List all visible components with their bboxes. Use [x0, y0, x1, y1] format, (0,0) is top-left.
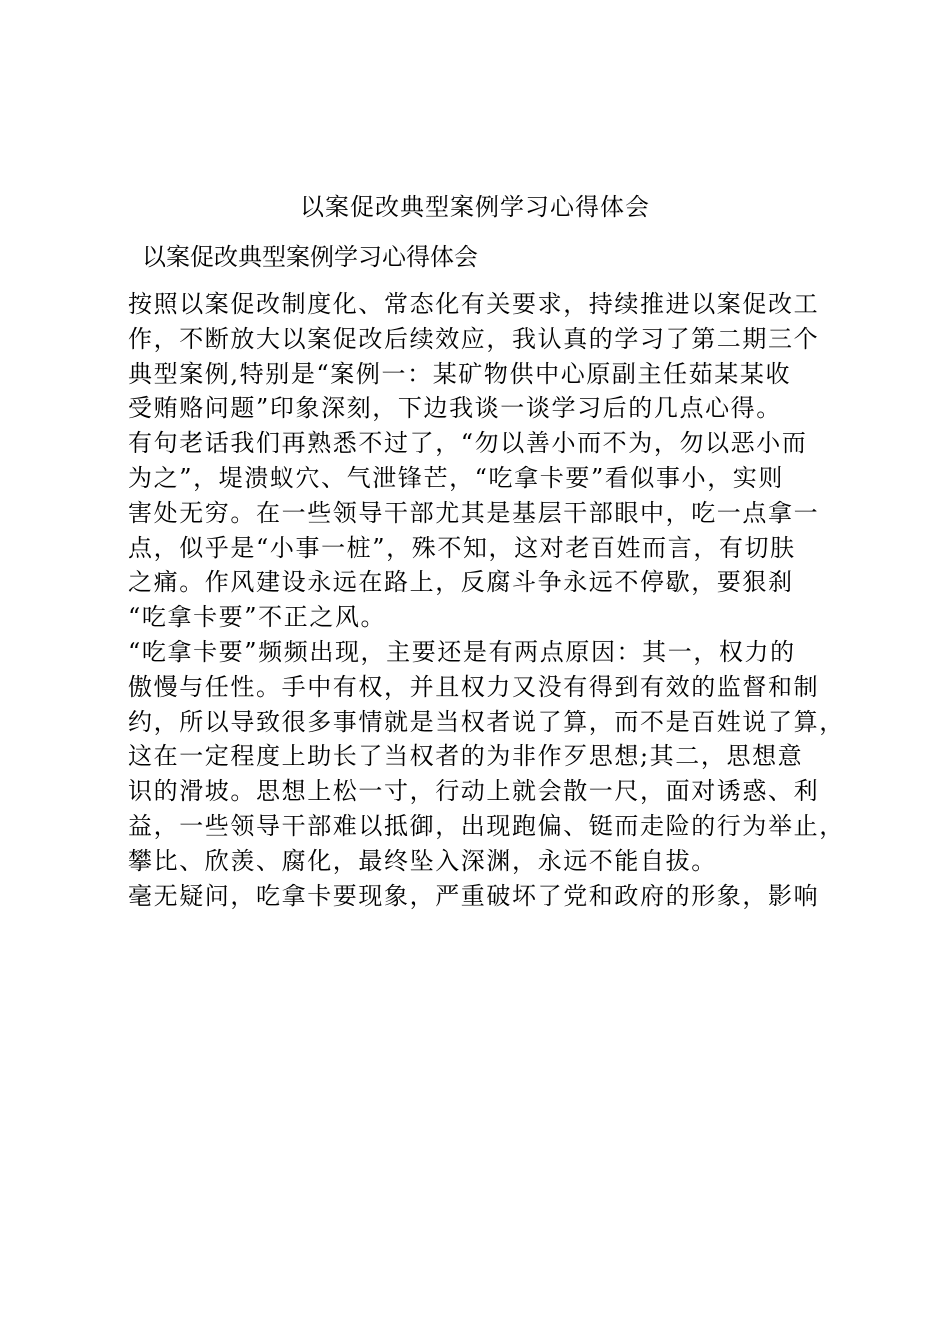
- text-line: 点，似乎是“小事一桩”，殊不知，这对老百姓而言，有切肤: [128, 533, 796, 562]
- text-line: 傲慢与任性。手中有权，并且权力又没有得到有效的监督和制: [128, 672, 820, 701]
- text-line: 典型案例,特别是“案例一：某矿物供中心原副主任茹某某收: [128, 359, 792, 388]
- text-line: 识的滑坡。思想上松一寸，行动上就会散一尺，面对诱惑、利: [128, 777, 820, 806]
- text-line: 益，一些领导干部难以抵御，出现跑偏、铤而走险的行为举止，: [128, 811, 845, 840]
- text-line: 按照以案促改制度化、常态化有关要求，持续推进以案促改工: [128, 290, 820, 318]
- text-line: “吃拿卡要”不正之风。: [128, 603, 387, 632]
- document-subtitle: 以案促改典型案例学习心得体会: [142, 243, 478, 271]
- text-line: 作，不断放大以案促改后续效应，我认真的学习了第二期三个: [128, 324, 820, 353]
- text-line: 害处无穷。在一些领导干部尤其是基层干部眼中，吃一点拿一: [128, 498, 820, 527]
- text-line: 约，所以导致很多事情就是当权者说了算，而不是百姓说了算，: [128, 707, 845, 736]
- text-line: 这在一定程度上助长了当权者的为非作歹思想;其二，思想意: [128, 742, 804, 771]
- document-body: [128, 287, 845, 913]
- paragraph: [128, 635, 845, 879]
- paragraph: [128, 426, 828, 635]
- text-line: “吃拿卡要”频频出现，主要还是有两点原因：其一，权力的: [128, 637, 796, 666]
- document-title: 以案促改典型案例学习心得体会: [300, 193, 650, 221]
- text-line: 毫无疑问，吃拿卡要现象，严重破坏了党和政府的形象，影响: [128, 881, 820, 910]
- text-line: 之痛。作风建设永远在路上，反腐斗争永远不停歇，要狠刹: [128, 568, 794, 597]
- text-line: 受贿赂问题”印象深刻，下边我谈一谈学习后的几点心得。: [128, 394, 782, 423]
- paragraph: [128, 287, 828, 426]
- text-line: 为之”，堤溃蚁穴、气泄锋芒，“吃拿卡要”看似事小，实则: [128, 463, 785, 492]
- paragraph: [128, 879, 828, 914]
- text-line: 攀比、欣羡、腐化，最终坠入深渊，永远不能自拔。: [128, 846, 717, 875]
- text-line: 有句老话我们再熟悉不过了，“勿以善小而不为，勿以恶小而: [128, 429, 808, 458]
